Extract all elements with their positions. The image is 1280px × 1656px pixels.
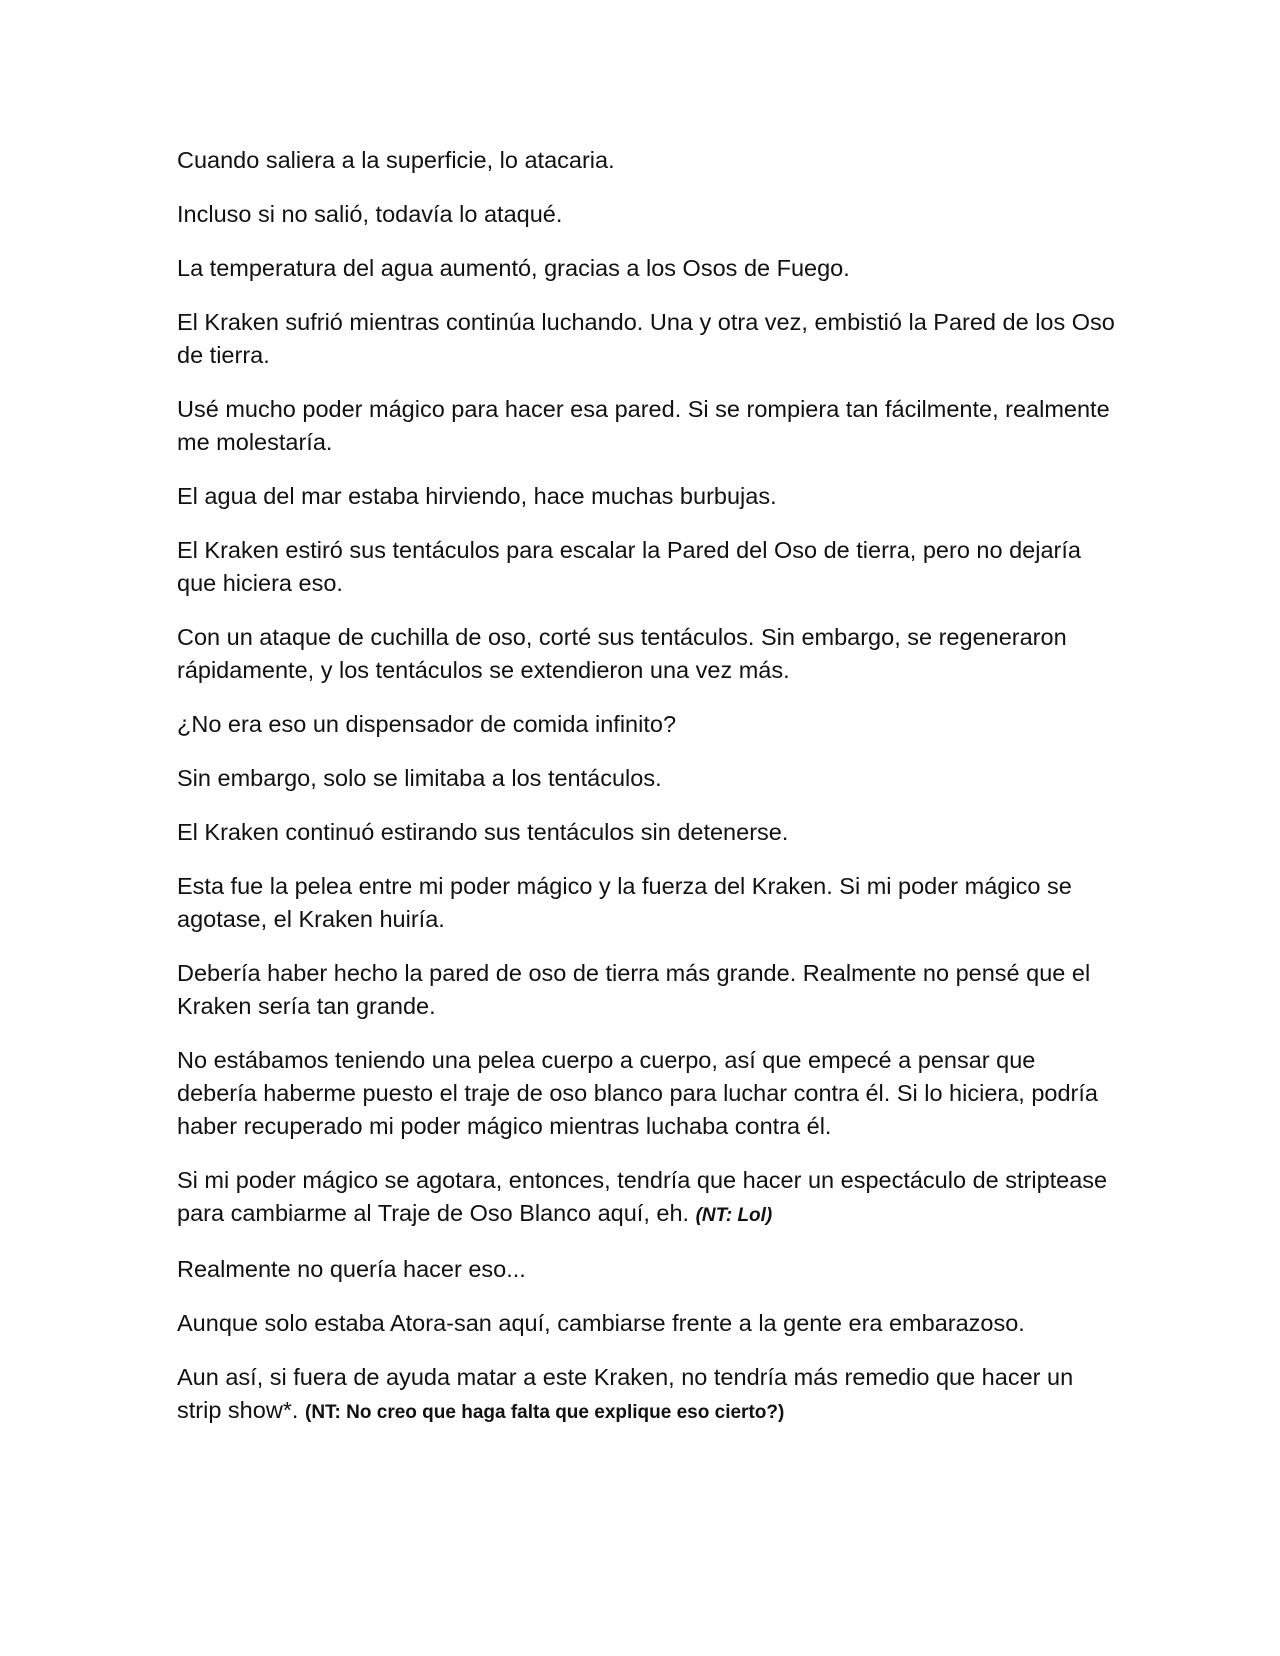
paragraph-text: Cuando saliera a la superficie, lo atacaria. bbox=[177, 147, 615, 173]
paragraph-text: Con un ataque de cuchilla de oso, corté sus tentáculos. Sin embargo, se regeneraron rápidamente, y los tentáculos se extendieron una vez más. bbox=[177, 624, 1067, 683]
paragraph bbox=[177, 534, 1117, 600]
paragraph bbox=[177, 1164, 1117, 1232]
paragraph-text: Realmente no quería hacer eso... bbox=[177, 1256, 526, 1282]
paragraph bbox=[177, 762, 1117, 795]
translator-note: (NT: No creo que haga falta que explique eso cierto?) bbox=[305, 1402, 785, 1423]
paragraph bbox=[177, 144, 1117, 177]
paragraph bbox=[177, 480, 1117, 513]
document-body bbox=[177, 144, 1117, 1450]
paragraph bbox=[177, 1307, 1117, 1340]
paragraph-text: El Kraken sufrió mientras continúa luchando. Una y otra vez, embistió la Pared de los Oso de tierra. bbox=[177, 309, 1115, 368]
paragraph-text: Si mi poder mágico se agotara, entonces, tendría que hacer un espectáculo de striptease para cambiarme al Traje de Oso Blanco aquí, eh. bbox=[177, 1167, 1108, 1226]
paragraph bbox=[177, 198, 1117, 231]
paragraph bbox=[177, 1361, 1117, 1429]
paragraph bbox=[177, 306, 1117, 372]
paragraph-text: Sin embargo, solo se limitaba a los tentáculos. bbox=[177, 765, 662, 791]
paragraph bbox=[177, 816, 1117, 849]
paragraph bbox=[177, 1044, 1117, 1143]
paragraph-text: Aun así, si fuera de ayuda matar a este Kraken, no tendría más remedio que hacer un strip show*. bbox=[177, 1364, 1074, 1423]
paragraph-text: Aunque solo estaba Atora-san aquí, cambiarse frente a la gente era embarazoso. bbox=[177, 1310, 1025, 1336]
paragraph-text: El Kraken estiró sus tentáculos para escalar la Pared del Oso de tierra, pero no dejaría que hiciera eso. bbox=[177, 537, 1081, 596]
paragraph-text: Debería haber hecho la pared de oso de tierra más grande. Realmente no pensé que el Kraken sería tan grande. bbox=[177, 960, 1091, 1019]
paragraph-text: El Kraken continuó estirando sus tentáculos sin detenerse. bbox=[177, 819, 789, 845]
paragraph bbox=[177, 252, 1117, 285]
paragraph-text: ¿No era eso un dispensador de comida infinito? bbox=[177, 711, 677, 737]
paragraph-text: El agua del mar estaba hirviendo, hace muchas burbujas. bbox=[177, 483, 777, 509]
paragraph-text: Esta fue la pelea entre mi poder mágico y la fuerza del Kraken. Si mi poder mágico se agotase, el Kraken huiría. bbox=[177, 873, 1072, 932]
paragraph-text: Usé mucho poder mágico para hacer esa pared. Si se rompiera tan fácilmente, realmente me molestaría. bbox=[177, 396, 1110, 455]
paragraph bbox=[177, 708, 1117, 741]
paragraph bbox=[177, 1253, 1117, 1286]
paragraph-text: Incluso si no salió, todavía lo ataqué. bbox=[177, 201, 563, 227]
paragraph bbox=[177, 621, 1117, 687]
paragraph bbox=[177, 870, 1117, 936]
paragraph-text: La temperatura del agua aumentó, gracias a los Osos de Fuego. bbox=[177, 255, 850, 281]
paragraph-text: No estábamos teniendo una pelea cuerpo a cuerpo, así que empecé a pensar que debería haberme puesto el traje de oso blanco para luchar contra él. Si lo hiciera, podría haber recuperado mi poder mágico mientras luchaba contra él. bbox=[177, 1047, 1098, 1139]
translator-note: (NT: Lol) bbox=[695, 1205, 773, 1226]
paragraph bbox=[177, 957, 1117, 1023]
paragraph bbox=[177, 393, 1117, 459]
